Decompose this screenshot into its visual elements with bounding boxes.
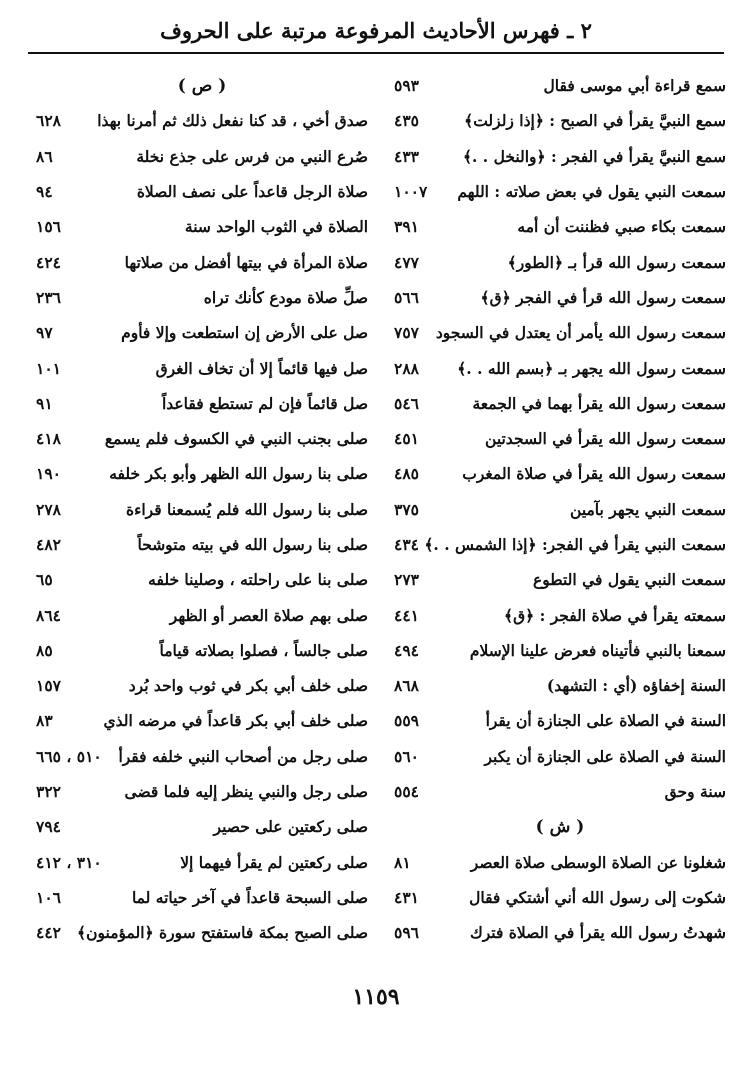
entry-number: ٨١ xyxy=(394,852,411,872)
entry-text: شكوت إلى رسول الله أني أشتكي فقال xyxy=(469,887,726,907)
entry-text: سمعته يقرأ في صلاة الفجر : ﴿ق﴾ xyxy=(503,605,726,625)
entry-text: صلى ركعتين على حصير xyxy=(213,817,368,837)
entry-text: صل قائماً فإن لم تستطع فقاعداً xyxy=(161,393,368,413)
entry-number: ٤٣٥ xyxy=(394,111,419,131)
entry-number: ٨٦٨ xyxy=(394,676,419,696)
entry-text: صلى بهم صلاة العصر أو الظهر xyxy=(169,605,368,625)
entry-number: ٤٧٧ xyxy=(394,252,419,272)
entry-text: صلى بنا رسول الله الظهر وأبو بكر خلفه xyxy=(109,464,368,484)
index-entry xyxy=(394,880,726,915)
entry-text: صلى ركعتين لم يقرأ فيهما إلا xyxy=(180,852,368,872)
entry-text: سمعت النبي يقرأ في الفجر: ﴿إذا الشمس . .﴾ xyxy=(424,535,726,554)
entry-text: الصلاة في الثوب الواحد سنة xyxy=(184,217,368,237)
entry-text: صلى رجل من أصحاب النبي خلفه فقرأ xyxy=(118,746,368,766)
entry-number: ٥٥٤ xyxy=(394,782,419,802)
index-entry xyxy=(36,668,368,703)
entry-text: سمعت رسول الله يقرأ في السجدتين xyxy=(485,429,726,449)
index-entry xyxy=(394,68,726,103)
entry-number: ٨٣ xyxy=(36,711,53,731)
index-entry xyxy=(394,774,726,809)
index-entry xyxy=(394,915,726,950)
entry-number: ٧٥٧ xyxy=(394,323,419,343)
entry-number: ١٩٠ xyxy=(36,464,61,484)
entry-text: السنة في الصلاة على الجنازة أن يكبر xyxy=(484,746,726,766)
index-entry xyxy=(36,562,368,597)
entry-number: ٩٤ xyxy=(36,182,53,202)
index-entry xyxy=(394,456,726,491)
entry-text: سمعت رسول الله يأمر أن يعتدل في السجود xyxy=(435,323,726,343)
index-entry xyxy=(394,597,726,632)
entry-number: ٨٦٤ xyxy=(36,605,61,625)
entry-number: ٤٢٤ xyxy=(36,252,61,272)
index-entry xyxy=(36,280,368,315)
index-entry xyxy=(394,386,726,421)
entry-number: ١٠١ xyxy=(36,358,61,378)
entry-number: ٥٦٦ xyxy=(394,287,419,307)
entry-number: ٥٩٦ xyxy=(394,923,419,943)
entry-text: صلى السبحة قاعداً في آخر حياته لما xyxy=(131,887,368,907)
index-entry xyxy=(36,845,368,880)
entry-text: سمعنا بالنبي فأتيناه فعرض علينا الإسلام xyxy=(469,640,726,660)
entry-text: صل فيها قائماً إلا أن تخاف الغرق xyxy=(155,358,368,378)
entry-text: صلى بنا رسول الله فلم يُسمعنا قراءة xyxy=(125,499,368,519)
page-number: ١١٥٩ xyxy=(352,984,400,1010)
entry-text: سمعت رسول الله قرأ في الفجر ﴿ق﴾ xyxy=(480,287,726,307)
entry-text: سمعت رسول الله يقرأ في صلاة المغرب xyxy=(462,464,726,484)
entry-number: ١٠٠٧ xyxy=(394,182,428,202)
entry-number: ٣٢٢ xyxy=(36,782,61,802)
entry-text: شغلونا عن الصلاة الوسطى صلاة العصر xyxy=(470,852,726,872)
index-entry xyxy=(36,527,368,562)
index-entry xyxy=(36,774,368,809)
entry-text: سمعت رسول الله يقرأ بهما في الجمعة xyxy=(472,393,726,413)
entry-text: السنة في الصلاة على الجنازة أن يقرأ xyxy=(485,711,726,731)
section-heading: ( ص ) xyxy=(177,75,227,96)
entry-number: ٥٥٩ xyxy=(394,711,419,731)
index-entry xyxy=(394,139,726,174)
entry-number: ٩٧ xyxy=(36,323,53,343)
entry-text: صلى بجنب النبي في الكسوف فلم يسمع xyxy=(104,429,368,449)
index-entry xyxy=(394,633,726,668)
index-entry xyxy=(394,492,726,527)
entry-number: ٤٨٥ xyxy=(394,464,419,484)
index-entry xyxy=(394,421,726,456)
index-entry xyxy=(394,280,726,315)
right-column xyxy=(394,68,726,950)
entry-text: سمع قراءة أبي موسى فقال xyxy=(543,76,726,96)
index-entry xyxy=(36,739,368,774)
entry-number: ٤١٨ xyxy=(36,429,61,449)
entry-text: صلاة المرأة في بيتها أفضل من صلاتها xyxy=(124,252,368,272)
entry-number: ١٥٧ xyxy=(36,676,61,696)
entry-text: سمع النبيَّ يقرأ في الصبح : ﴿إذا زلزلت﴾ xyxy=(464,111,726,131)
entry-number: ٤٤٢ xyxy=(36,923,61,943)
index-entry xyxy=(36,492,368,527)
entry-number: ٨٦ xyxy=(36,146,53,166)
entry-number: ٥١٠ ، ٦٦٥ xyxy=(36,746,102,766)
index-entry xyxy=(394,562,726,597)
section-heading: ( ش ) xyxy=(535,816,585,837)
index-entry xyxy=(394,315,726,350)
index-entry xyxy=(394,174,726,209)
left-column xyxy=(36,68,368,950)
entry-text: سمعت بكاء صبي فظننت أن أمه xyxy=(517,217,726,237)
entry-number: ٥٤٦ xyxy=(394,393,419,413)
entry-text: صلى رجل والنبي ينظر إليه فلما قضى xyxy=(124,782,368,802)
entry-text: سمعت النبي يجهر بآمين xyxy=(570,499,726,519)
index-entry xyxy=(36,209,368,244)
entry-number: ٩١ xyxy=(36,393,53,413)
entry-number: ٢٧٣ xyxy=(394,570,419,590)
index-entry xyxy=(36,350,368,385)
index-entry xyxy=(394,209,726,244)
entry-number: ٧٩٤ xyxy=(36,817,61,837)
page-header: ٢ ـ فهرس الأحاديث المرفوعة مرتبة على الحروف xyxy=(160,18,592,43)
entry-text: صلى خلف أبي بكر قاعداً في مرضه الذي xyxy=(103,711,368,731)
entry-number: ٣٩١ xyxy=(394,217,419,237)
entry-text: سمعت النبي يقول في التطوع xyxy=(533,570,726,590)
entry-text: صدق أخي ، قد كنا نفعل ذلك ثم أمرنا بهذا xyxy=(97,111,368,131)
entry-number: ٦٢٨ xyxy=(36,111,61,131)
entry-number: ٢٣٦ xyxy=(36,287,61,307)
index-entry xyxy=(36,244,368,279)
index-entry xyxy=(394,845,726,880)
index-entry xyxy=(36,597,368,632)
entry-text: صلى بنا على راحلته ، وصلينا خلفه xyxy=(148,570,368,590)
index-entry xyxy=(394,527,726,562)
entry-text: صلى خلف أبي بكر في ثوب واحد بُرد xyxy=(128,676,368,696)
entry-number: ٤٣١ xyxy=(394,887,419,907)
entry-number: ٢٨٨ xyxy=(394,358,419,378)
index-entry xyxy=(36,456,368,491)
index-entry xyxy=(36,703,368,738)
entry-text: سنة وحق xyxy=(664,782,726,802)
index-entry xyxy=(36,174,368,209)
entry-text: سمع النبيَّ يقرأ في الفجر : ﴿والنخل . .﴾ xyxy=(462,146,726,166)
index-entry xyxy=(36,386,368,421)
entry-number: ٥٩٣ xyxy=(394,76,419,96)
entry-number: ٣٧٥ xyxy=(394,499,419,519)
index-entry xyxy=(394,350,726,385)
entry-text: صلاة الرجل قاعداً على نصف الصلاة xyxy=(136,182,368,202)
index-entry xyxy=(394,244,726,279)
index-entry xyxy=(394,739,726,774)
header-divider xyxy=(28,52,724,54)
entry-number: ٤٩٤ xyxy=(394,640,419,660)
entry-number: ٤٣٤ xyxy=(394,535,419,554)
entry-number: ٥٦٠ xyxy=(394,746,419,766)
index-entry xyxy=(36,139,368,174)
entry-text: سمعت رسول الله قرأ بـ ﴿الطور﴾ xyxy=(507,252,726,272)
entry-text: صلِّ صلاة مودع كأنك تراه xyxy=(203,287,368,307)
entry-text: صلى جالساً ، فصلوا بصلاته قياماً xyxy=(159,640,368,660)
index-entry xyxy=(394,103,726,138)
index-entry xyxy=(36,880,368,915)
entry-text: صلى الصبح بمكة فاستفتح سورة ﴿المؤمنون﴾ xyxy=(77,923,368,943)
entry-text: شهدتُ رسول الله يقرأ في الصلاة فترك xyxy=(469,923,726,943)
index-entry xyxy=(36,421,368,456)
entry-text: صلى بنا رسول الله في بيته متوشحاً xyxy=(137,535,368,554)
entry-number: ٦٥ xyxy=(36,570,53,590)
entry-text: السنة إخفاؤه (أي : التشهد) xyxy=(546,676,726,696)
entry-text: صُرع النبي من فرس على جذع نخلة xyxy=(136,146,368,166)
index-entry xyxy=(394,668,726,703)
entry-number: ٣١٠ ، ٤١٢ xyxy=(36,852,102,872)
entry-number: ٨٥ xyxy=(36,640,53,660)
entry-number: ١٥٦ xyxy=(36,217,61,237)
index-entry xyxy=(394,703,726,738)
index-entry xyxy=(36,315,368,350)
entry-text: سمعت رسول الله يجهر بـ ﴿بسم الله . .﴾ xyxy=(457,358,726,378)
entry-number: ١٠٦ xyxy=(36,887,61,907)
entry-number: ٤٤١ xyxy=(394,605,419,625)
entry-number: ٤٨٢ xyxy=(36,535,61,554)
index-entry xyxy=(36,809,368,844)
index-entry xyxy=(36,915,368,950)
entry-text: صل على الأرض إن استطعت وإلا فأوم xyxy=(121,323,368,343)
index-entry xyxy=(36,103,368,138)
entry-number: ٢٧٨ xyxy=(36,499,61,519)
entry-number: ٤٥١ xyxy=(394,429,419,449)
entry-text: سمعت النبي يقول في بعض صلاته : اللهم xyxy=(457,182,726,202)
entry-number: ٤٣٣ xyxy=(394,146,419,166)
index-entry xyxy=(36,633,368,668)
